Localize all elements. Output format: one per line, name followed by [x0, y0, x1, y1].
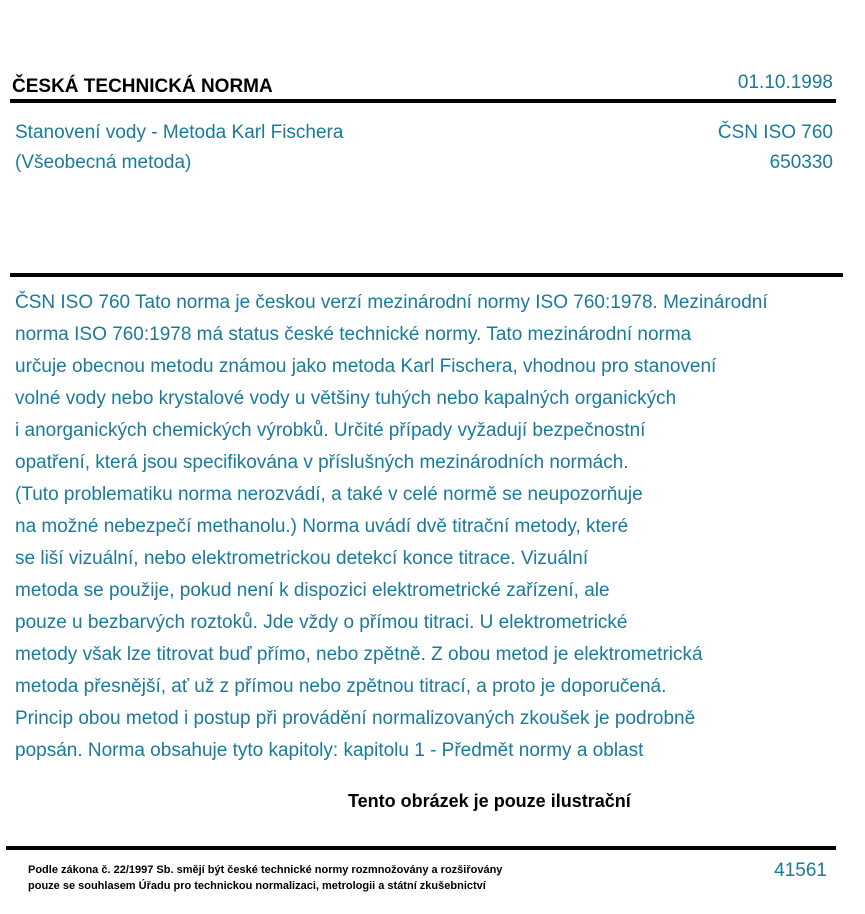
abstract-line: na možné nebezpečí methanolu.) Norma uvádí dvě titrační metody, které — [15, 516, 629, 537]
document-title-line-1: Stanovení vody - Metoda Karl Fischera — [15, 122, 344, 143]
abstract-line: opatření, která jsou specifikována v příslušných mezinárodních normách. — [15, 452, 629, 473]
header-divider — [10, 99, 836, 103]
abstract-line: metody však lze titrovat buď přímo, nebo zpětně. Z obou metod je elektrometrická — [15, 644, 703, 665]
abstract-line: i anorganických chemických výrobků. Určité případy vyžadují bezpečnostní — [15, 420, 646, 441]
abstract-line: se liší vizuální, nebo elektrometrickou detekcí konce titrace. Vizuální — [15, 548, 589, 569]
copyright-line-1: Podle zákona č. 22/1997 Sb. smějí být české technické normy rozmnožovány a rozšiřovány — [28, 864, 503, 876]
abstract-line: ČSN ISO 760 Tato norma je českou verzí mezinárodní normy ISO 760:1978. Mezinárodní — [15, 292, 768, 313]
abstract-line: popsán. Norma obsahuje tyto kapitoly: kapitolu 1 - Předmět normy a oblast — [15, 740, 644, 761]
abstract-line: norma ISO 760:1978 má status české technické normy. Tato mezinárodní norma — [15, 324, 692, 345]
document-identifiers — [718, 118, 833, 178]
footer-divider — [6, 846, 836, 850]
document-title-line-2: (Všeobecná metoda) — [15, 152, 192, 173]
abstract-line: (Tuto problematiku norma nerozvádí, a také v celé normě se neupozorňuje — [15, 484, 643, 505]
section-divider — [10, 273, 843, 277]
standard-number: ČSN ISO 760 — [717, 122, 833, 143]
illustration-notice: Tento obrázek je pouze ilustrační — [348, 791, 631, 811]
copyright-notice — [28, 862, 502, 894]
abstract-line: volné vody nebo krystalové vody u většiny tuhých nebo kapalných organických — [15, 388, 677, 409]
copyright-line-2: pouze se souhlasem Úřadu pro technickou normalizaci, metrologii a státní zkušebnictví — [28, 880, 486, 892]
document-title — [15, 118, 343, 178]
abstract-line: Princip obou metod i postup při provádění normalizovaných zkoušek je podrobně — [15, 708, 696, 729]
abstract-line: metoda se použije, pokud není k dispozici elektrometrické zařízení, ale — [15, 580, 610, 601]
abstract-line: metoda přesnější, ať už z přímou nebo zpětnou titrací, a proto je doporučená. — [15, 676, 667, 697]
footer-code: 41561 — [774, 860, 827, 881]
abstract-text — [15, 287, 768, 767]
publication-date: 01.10.1998 — [737, 72, 833, 93]
abstract-line: určuje obecnou metodu známou jako metoda Karl Fischera, vhodnou pro stanovení — [15, 356, 717, 377]
header-title: ČESKÁ TECHNICKÁ NORMA — [12, 76, 273, 97]
abstract-line: pouze u bezbarvých roztoků. Jde vždy o přímou titraci. U elektrometrické — [15, 612, 628, 633]
classification-code: 650330 — [769, 152, 833, 173]
